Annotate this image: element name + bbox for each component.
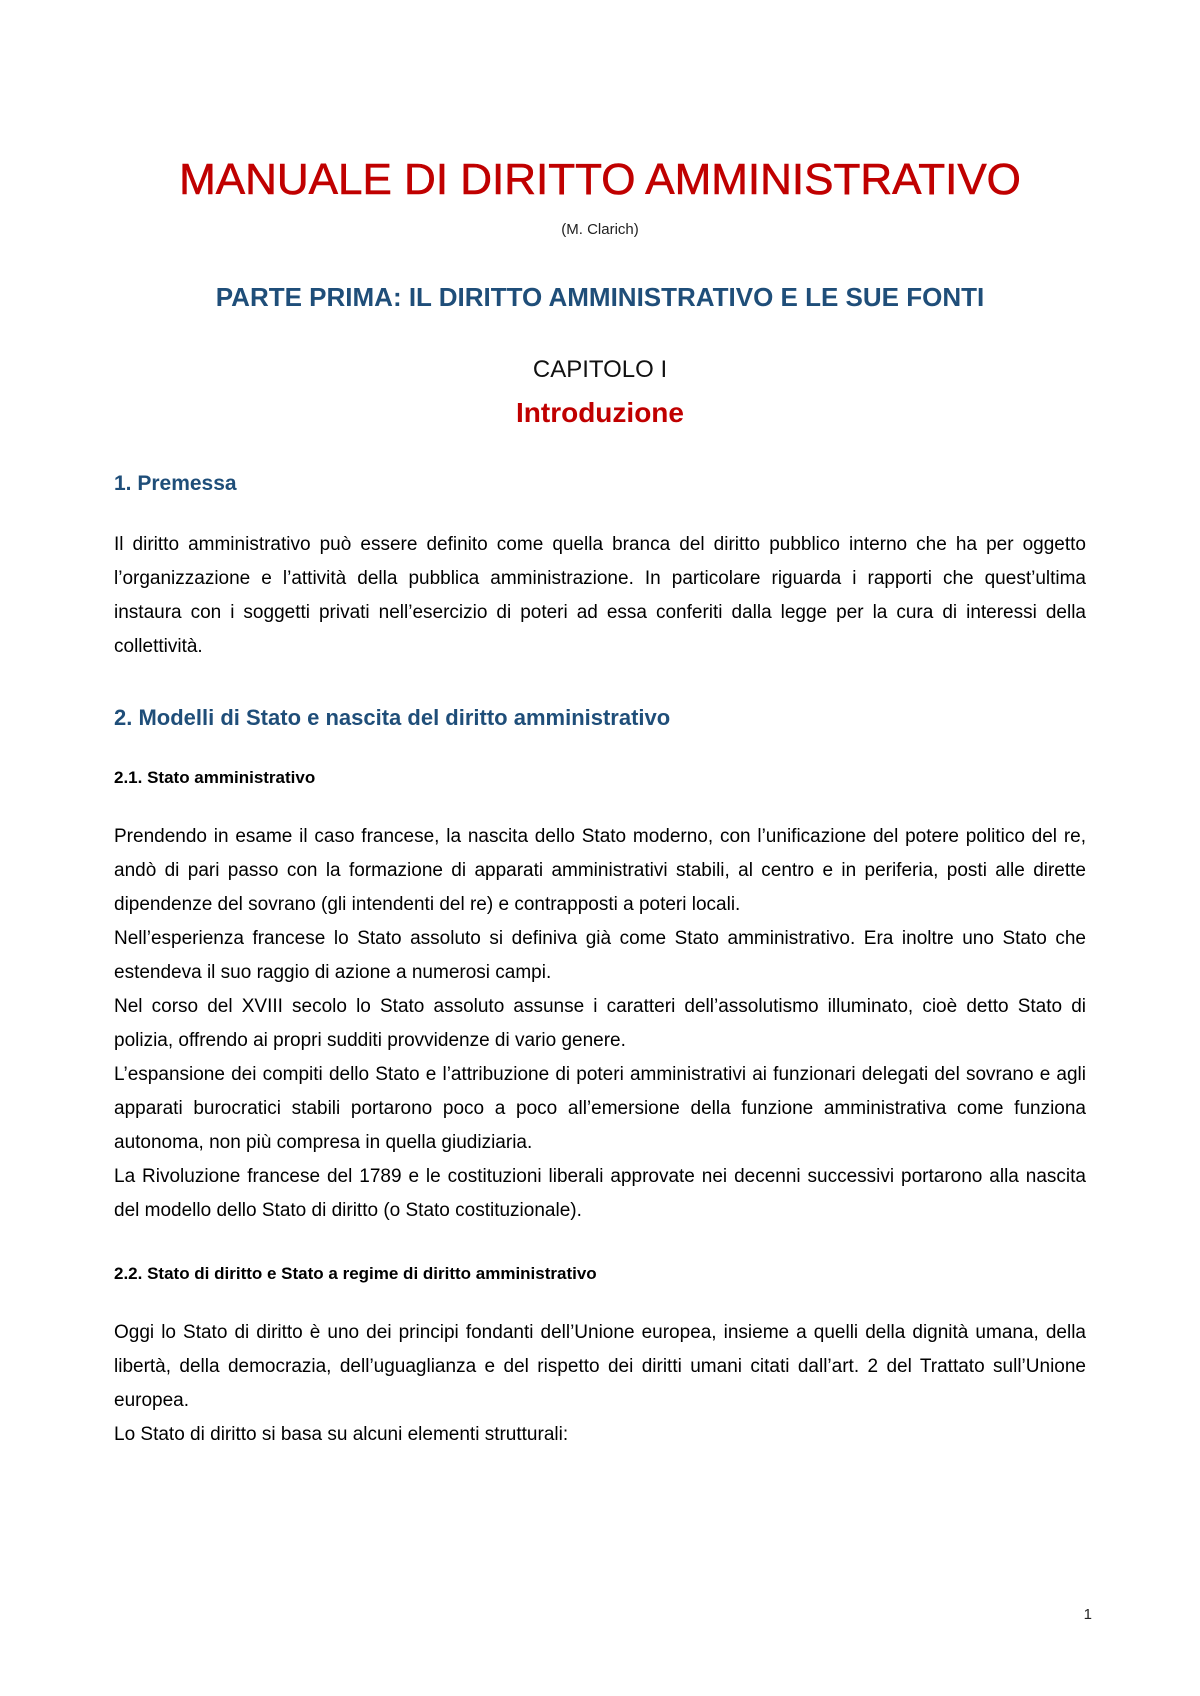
section-heading-premessa: 1. Premessa: [114, 472, 237, 495]
page-content: [114, 150, 1086, 1452]
subsection-heading-stato-di-diritto: 2.2. Stato di diritto e Stato a regime di diritto amministrativo: [114, 1264, 597, 1283]
paragraph: Oggi lo Stato di diritto è uno dei principi fondanti dell’Unione europea, insieme a quelli della dignità umana, della libertà, della democrazia, dell’uguaglianza e del rispetto dei diritti umani citati dall’art. 2 del Trattato sull’Unione europea.: [114, 1322, 1086, 1411]
paragraph: Lo Stato di diritto si basa su alcuni elementi strutturali:: [114, 1424, 569, 1445]
chapter-title: Introduzione: [516, 397, 684, 428]
paragraph: La Rivoluzione francese del 1789 e le costituzioni liberali approvate nei decenni successivi portarono alla nascita del modello dello Stato di diritto (o Stato costituzionale).: [114, 1166, 1086, 1221]
section-heading-modelli: 2. Modelli di Stato e nascita del diritto amministrativo: [114, 705, 671, 730]
section-body-premessa: [114, 528, 1086, 664]
paragraph: Nell’esperienza francese lo Stato assoluto si definiva già come Stato amministrativo. Era inoltre uno Stato che estendeva il suo raggio di azione a numerosi campi.: [114, 928, 1086, 983]
chapter-number: CAPITOLO I: [532, 356, 668, 383]
document-author: (M. Clarich): [561, 221, 639, 238]
subsection-body-stato-di-diritto: [114, 1316, 1086, 1452]
paragraph: Il diritto amministrativo può essere definito come quella branca del diritto pubblico interno che ha per oggetto l’organizzazione e l’attività della pubblica amministrazione. In particolare riguarda i rapporti che quest’ultima instaura con i soggetti privati nell’esercizio di poteri ad essa conferiti dalla legge per la cura di interessi della collettività.: [114, 534, 1086, 657]
subsection-heading-stato-amministrativo: 2.1. Stato amministrativo: [114, 768, 316, 787]
paragraph: Prendendo in esame il caso francese, la nascita dello Stato moderno, con l’unificazione del potere politico del re, andò di pari passo con la formazione di apparati amministrativi stabili, al centro e in periferia, posti alle dirette dipendenze del sovrano (gli intendenti del re) e contrapposti a poteri locali.: [114, 826, 1086, 915]
paragraph: L’espansione dei compiti dello Stato e l’attribuzione di poteri amministrativi ai funzionari delegati del sovrano e agli apparati burocratici stabili portarono poco a poco all’emersione della funzione amministrativa come funziona autonoma, non più compresa in quella giudiziaria.: [114, 1064, 1086, 1153]
page-number: 1: [1083, 1606, 1092, 1623]
part-heading: PARTE PRIMA: IL DIRITTO AMMINISTRATIVO E LE SUE FONTI: [215, 282, 985, 312]
subsection-body-stato-amministrativo: [114, 820, 1086, 1228]
document-title: MANUALE DI DIRITTO AMMINISTRATIVO: [179, 155, 1021, 204]
paragraph: Nel corso del XVIII secolo lo Stato assoluto assunse i caratteri dell’assolutismo illuminato, cioè detto Stato di polizia, offrendo ai propri sudditi provvidenze di vario genere.: [114, 996, 1086, 1051]
